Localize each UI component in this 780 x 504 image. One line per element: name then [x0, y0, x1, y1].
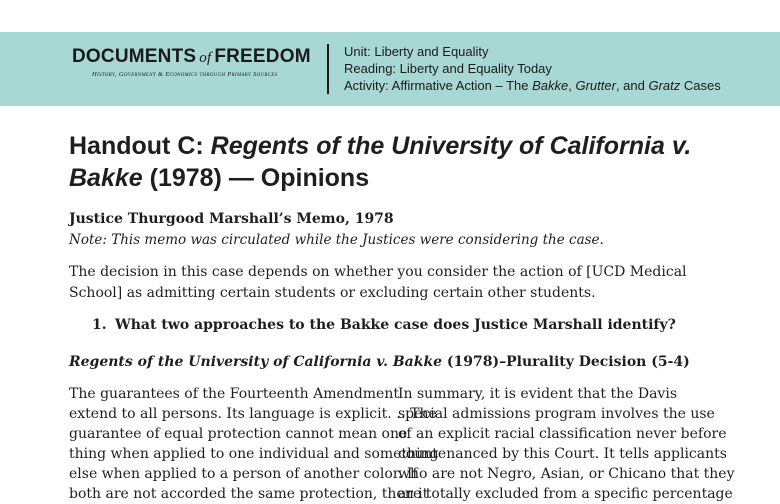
brand-title: [72, 46, 312, 68]
question-number: 1.: [92, 317, 107, 333]
text-line: extend to all persons. Its language is explicit. …The: [69, 406, 437, 422]
text-line: countenanced by this Court. It tells applicants: [398, 446, 727, 462]
brand-word-of: of: [199, 50, 212, 66]
text-line: both are not accorded the same protection, then it: [69, 486, 429, 502]
page-title: Handout C: Regents of the University of California v. Bakke (1978) — Opinions: [69, 132, 692, 192]
text-line: who are not Negro, Asian, or Chicano that they: [398, 466, 735, 482]
top-margin: [0, 0, 780, 32]
unit-label: Unit: Liberty and Equality: [344, 44, 489, 59]
brand-logo: [72, 46, 312, 78]
reading-label: Reading: Liberty and Equality Today: [344, 61, 552, 76]
text-line: guarantee of equal protection cannot mean one: [69, 426, 408, 442]
question-text: What two approaches to the Bakke case does Justice Marshall identify?: [115, 317, 676, 333]
lesson-meta: [344, 43, 721, 94]
question-1: [92, 317, 676, 333]
text-line: thing when applied to one individual and something: [69, 446, 439, 462]
handout-title-block: [69, 130, 719, 194]
text-line: are totally excluded from a specific percentage: [398, 486, 733, 502]
text-line: In summary, it is evident that the Davis: [398, 386, 678, 402]
text-line: The guarantees of the Fourteenth Amendment: [69, 386, 399, 402]
opinion-left-column: [69, 384, 439, 504]
brand-subtitle: History, Government & Economics through Primary Sources: [92, 71, 278, 78]
text-line: of an explicit racial classification never before: [398, 426, 727, 442]
header-divider: [327, 44, 329, 94]
decision-heading: Regents of the University of California v. Bakke (1978)–Plurality Decision (5-4): [69, 354, 690, 370]
activity-label: Activity: Affirmative Action – The Bakke, Grutter, and Gratz Cases: [344, 78, 721, 93]
brand-word-freedom: FREEDOM: [214, 46, 311, 67]
document-header: [0, 32, 780, 106]
memo-heading: Justice Thurgood Marshall’s Memo, 1978: [69, 211, 394, 227]
memo-note: Note: This memo was circulated while the Justices were considering the case.: [69, 232, 604, 248]
text-line: else when applied to a person of another color. If: [69, 466, 418, 482]
memo-paragraph: The decision in this case depends on whether you consider the action of [UCD Medical School] as admitting certain students or excluding certain other students.: [69, 264, 687, 301]
text-line: special admissions program involves the use: [398, 406, 715, 422]
opinion-right-column: [398, 384, 735, 504]
brand-word-documents: DOCUMENTS: [72, 46, 197, 67]
